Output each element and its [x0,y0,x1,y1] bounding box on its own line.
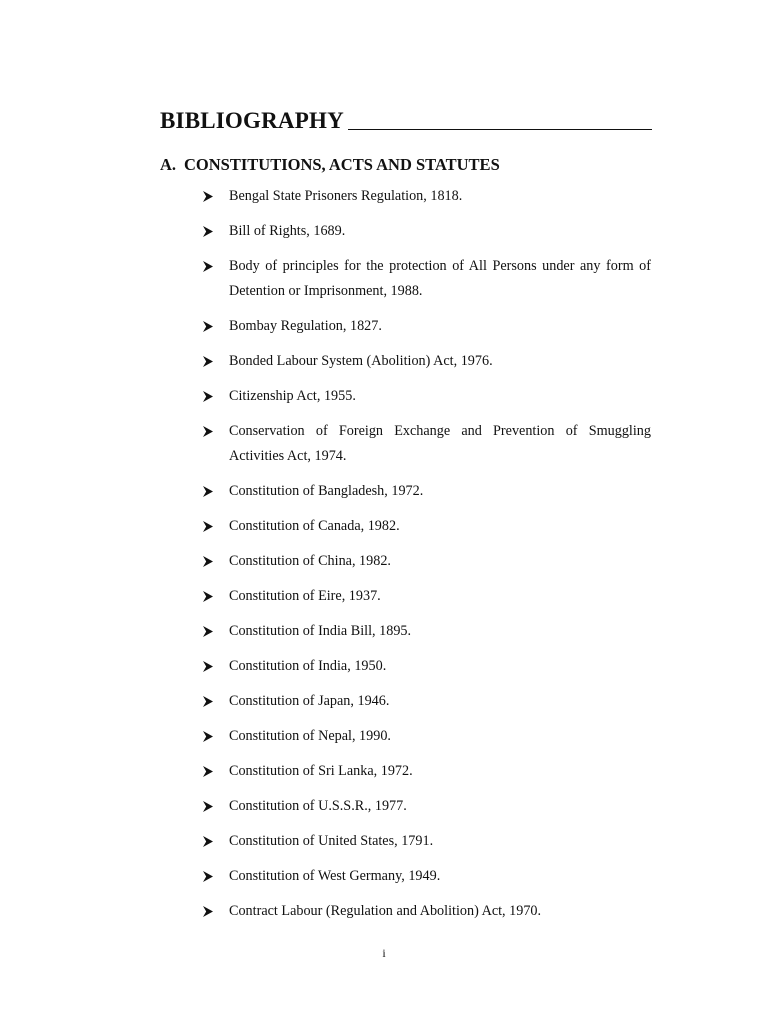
list-item-text: Body of principles for the protection of All Persons under any form of Detention or Imprisonment, 1988. [229,258,651,299]
arrowhead-bullet-icon [203,619,217,644]
arrowhead-bullet-icon [203,514,217,539]
list-item [203,759,651,784]
arrowhead-bullet-icon [203,724,217,749]
list-item [203,724,651,749]
list-item-text: Bombay Regulation, 1827. [229,318,382,334]
list-item [203,184,651,209]
arrowhead-bullet-icon [203,654,217,679]
list-item [203,619,651,644]
list-item-text: Bengal State Prisoners Regulation, 1818. [229,188,463,204]
title-underline-rule [348,129,652,130]
arrowhead-bullet-icon [203,899,217,924]
list-item [203,479,651,504]
arrowhead-bullet-icon [203,384,217,409]
list-item [203,549,651,574]
list-item [203,514,651,539]
page-number: i [382,946,386,960]
list-item-text: Bill of Rights, 1689. [229,223,346,239]
arrowhead-bullet-icon [203,254,217,279]
list-item-text: Constitution of Sri Lanka, 1972. [229,763,413,779]
arrowhead-bullet-icon [203,549,217,574]
bibliography-list [203,184,651,934]
section-heading-text: CONSTITUTIONS, ACTS AND STATUTES [184,155,500,174]
list-item [203,794,651,819]
list-item-text: Conservation of Foreign Exchange and Prevention of Smuggling Activities Act, 1974. [229,423,651,464]
list-item [203,349,651,374]
list-item [203,899,651,924]
list-item [203,384,651,409]
list-item-text: Constitution of United States, 1791. [229,833,434,849]
list-item [203,254,651,304]
arrowhead-bullet-icon [203,864,217,889]
list-item [203,864,651,889]
list-item-text: Constitution of China, 1982. [229,553,391,569]
list-item [203,689,651,714]
arrowhead-bullet-icon [203,314,217,339]
list-item-text: Constitution of West Germany, 1949. [229,868,441,884]
list-item [203,829,651,854]
list-item-text: Constitution of Eire, 1937. [229,588,381,604]
list-item-text: Constitution of Canada, 1982. [229,518,400,534]
list-item [203,584,651,609]
list-item-text: Bonded Labour System (Abolition) Act, 1976. [229,353,493,369]
list-item-text: Constitution of Bangladesh, 1972. [229,483,424,499]
arrowhead-bullet-icon [203,759,217,784]
list-item-text: Constitution of U.S.S.R., 1977. [229,798,407,814]
page-title: BIBLIOGRAPHY [160,108,344,133]
list-item [203,654,651,679]
arrowhead-bullet-icon [203,349,217,374]
arrowhead-bullet-icon [203,219,217,244]
list-item-text: Constitution of Japan, 1946. [229,693,390,709]
list-item-text: Constitution of India Bill, 1895. [229,623,412,639]
list-item-text: Constitution of Nepal, 1990. [229,728,391,744]
arrowhead-bullet-icon [203,829,217,854]
arrowhead-bullet-icon [203,479,217,504]
arrowhead-bullet-icon [203,794,217,819]
list-item [203,419,651,469]
list-item [203,314,651,339]
section-letter: A. [160,155,177,174]
list-item-text: Citizenship Act, 1955. [229,388,356,404]
list-item-text: Constitution of India, 1950. [229,658,387,674]
arrowhead-bullet-icon [203,689,217,714]
section-heading [160,155,500,175]
arrowhead-bullet-icon [203,184,217,209]
arrowhead-bullet-icon [203,419,217,444]
title-row [160,104,652,134]
list-item-text: Contract Labour (Regulation and Abolition) Act, 1970. [229,903,542,919]
arrowhead-bullet-icon [203,584,217,609]
list-item [203,219,651,244]
